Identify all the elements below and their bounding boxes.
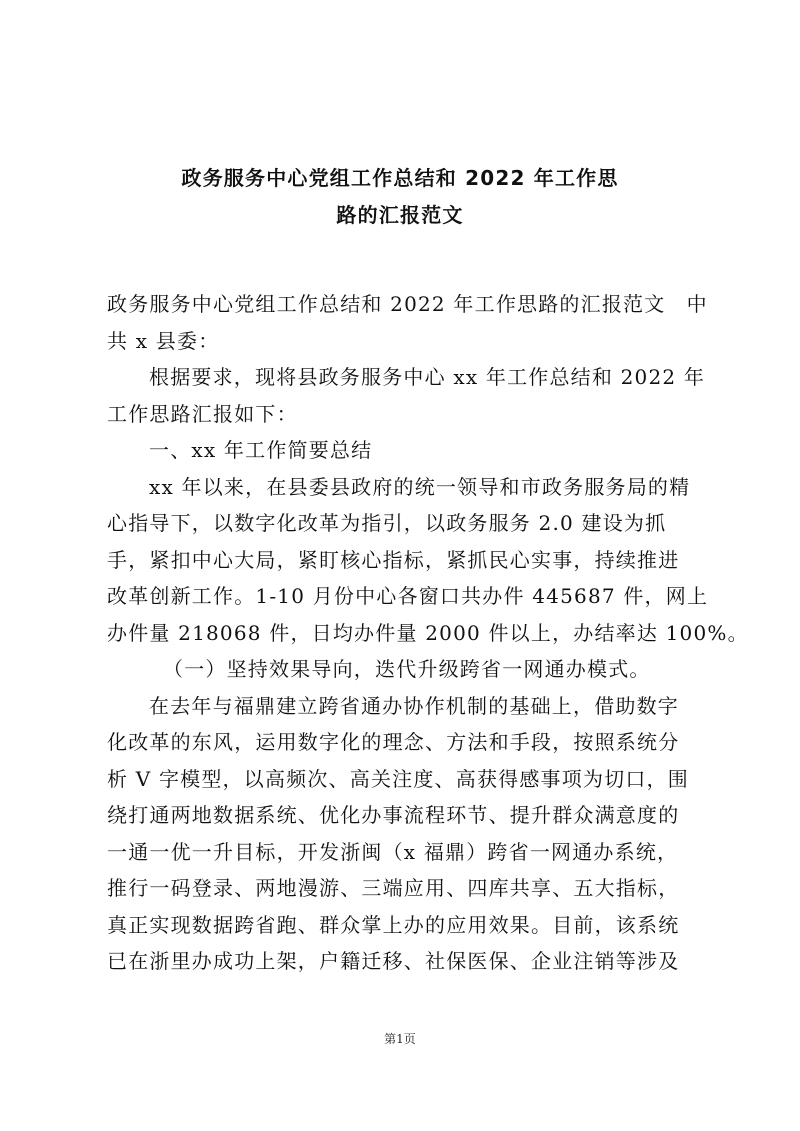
- paragraph-line: 真正实现数据跨省跑、群众掌上办的应用效果。目前，该系统: [107, 912, 680, 937]
- paragraph-line: 心指导下，以数字化改革为指引，以政务服务 2.0 建设为抓: [107, 511, 667, 535]
- paragraph-line: 根据要求，现将县政务服务中心 xx 年工作总结和 2022 年: [149, 365, 706, 389]
- subsection-heading: （一）坚持效果导向，迭代升级跨省一网通办模式。: [163, 657, 651, 681]
- paragraph-line: 化改革的东风，运用数字化的理念、方法和手段，按照系统分: [107, 730, 680, 754]
- paragraph-line: 已在浙里办成功上架，户籍迁移、社保医保、企业注销等涉及: [107, 949, 680, 973]
- paragraph-line: 政务服务中心党组工作总结和 2022 年工作思路的汇报范文 中: [107, 292, 708, 316]
- paragraph-line: 在去年与福鼎建立跨省通办协作机制的基础上，借助数字: [149, 693, 679, 718]
- paragraph-line: 手，紧扣中心大局，紧盯核心指标，紧抓民心实事，持续推进: [107, 547, 680, 572]
- title-line: 路的汇报范文: [336, 202, 464, 227]
- paragraph-line: 共 x 县委：: [107, 328, 220, 353]
- section-heading: 一、xx 年工作简要总结: [149, 438, 373, 462]
- title-line: 政务服务中心党组工作总结和 2022 年工作思: [181, 166, 619, 190]
- paragraph-line: 改革创新工作。1-10 月份中心各窗口共办件 445687 件，网上: [107, 584, 709, 608]
- page-number: 第1页: [384, 1032, 416, 1046]
- paragraph-line: 绕打通两地数据系统、优化办事流程环节、提升群众满意度的: [107, 803, 680, 827]
- document-body: [107, 286, 749, 980]
- paragraph-line: 推行一码登录、两地漫游、三端应用、四库共享、五大指标，: [107, 876, 680, 900]
- document-title: [100, 160, 700, 233]
- paragraph-line: 析 V 字模型，以高频次、高关注度、高获得感事项为切口，围: [107, 766, 689, 791]
- paragraph-line: 工作思路汇报如下：: [107, 401, 298, 426]
- paragraph-line: 办件量 218068 件，日均办件量 2000 件以上，办结率达 100%。: [107, 620, 749, 645]
- paragraph-line: xx 年以来，在县委县政府的统一领导和市政务服务局的精: [149, 474, 691, 499]
- paragraph-line: 一通一优一升目标，开发浙闽（x 福鼎）跨省一网通办系统，: [107, 839, 679, 864]
